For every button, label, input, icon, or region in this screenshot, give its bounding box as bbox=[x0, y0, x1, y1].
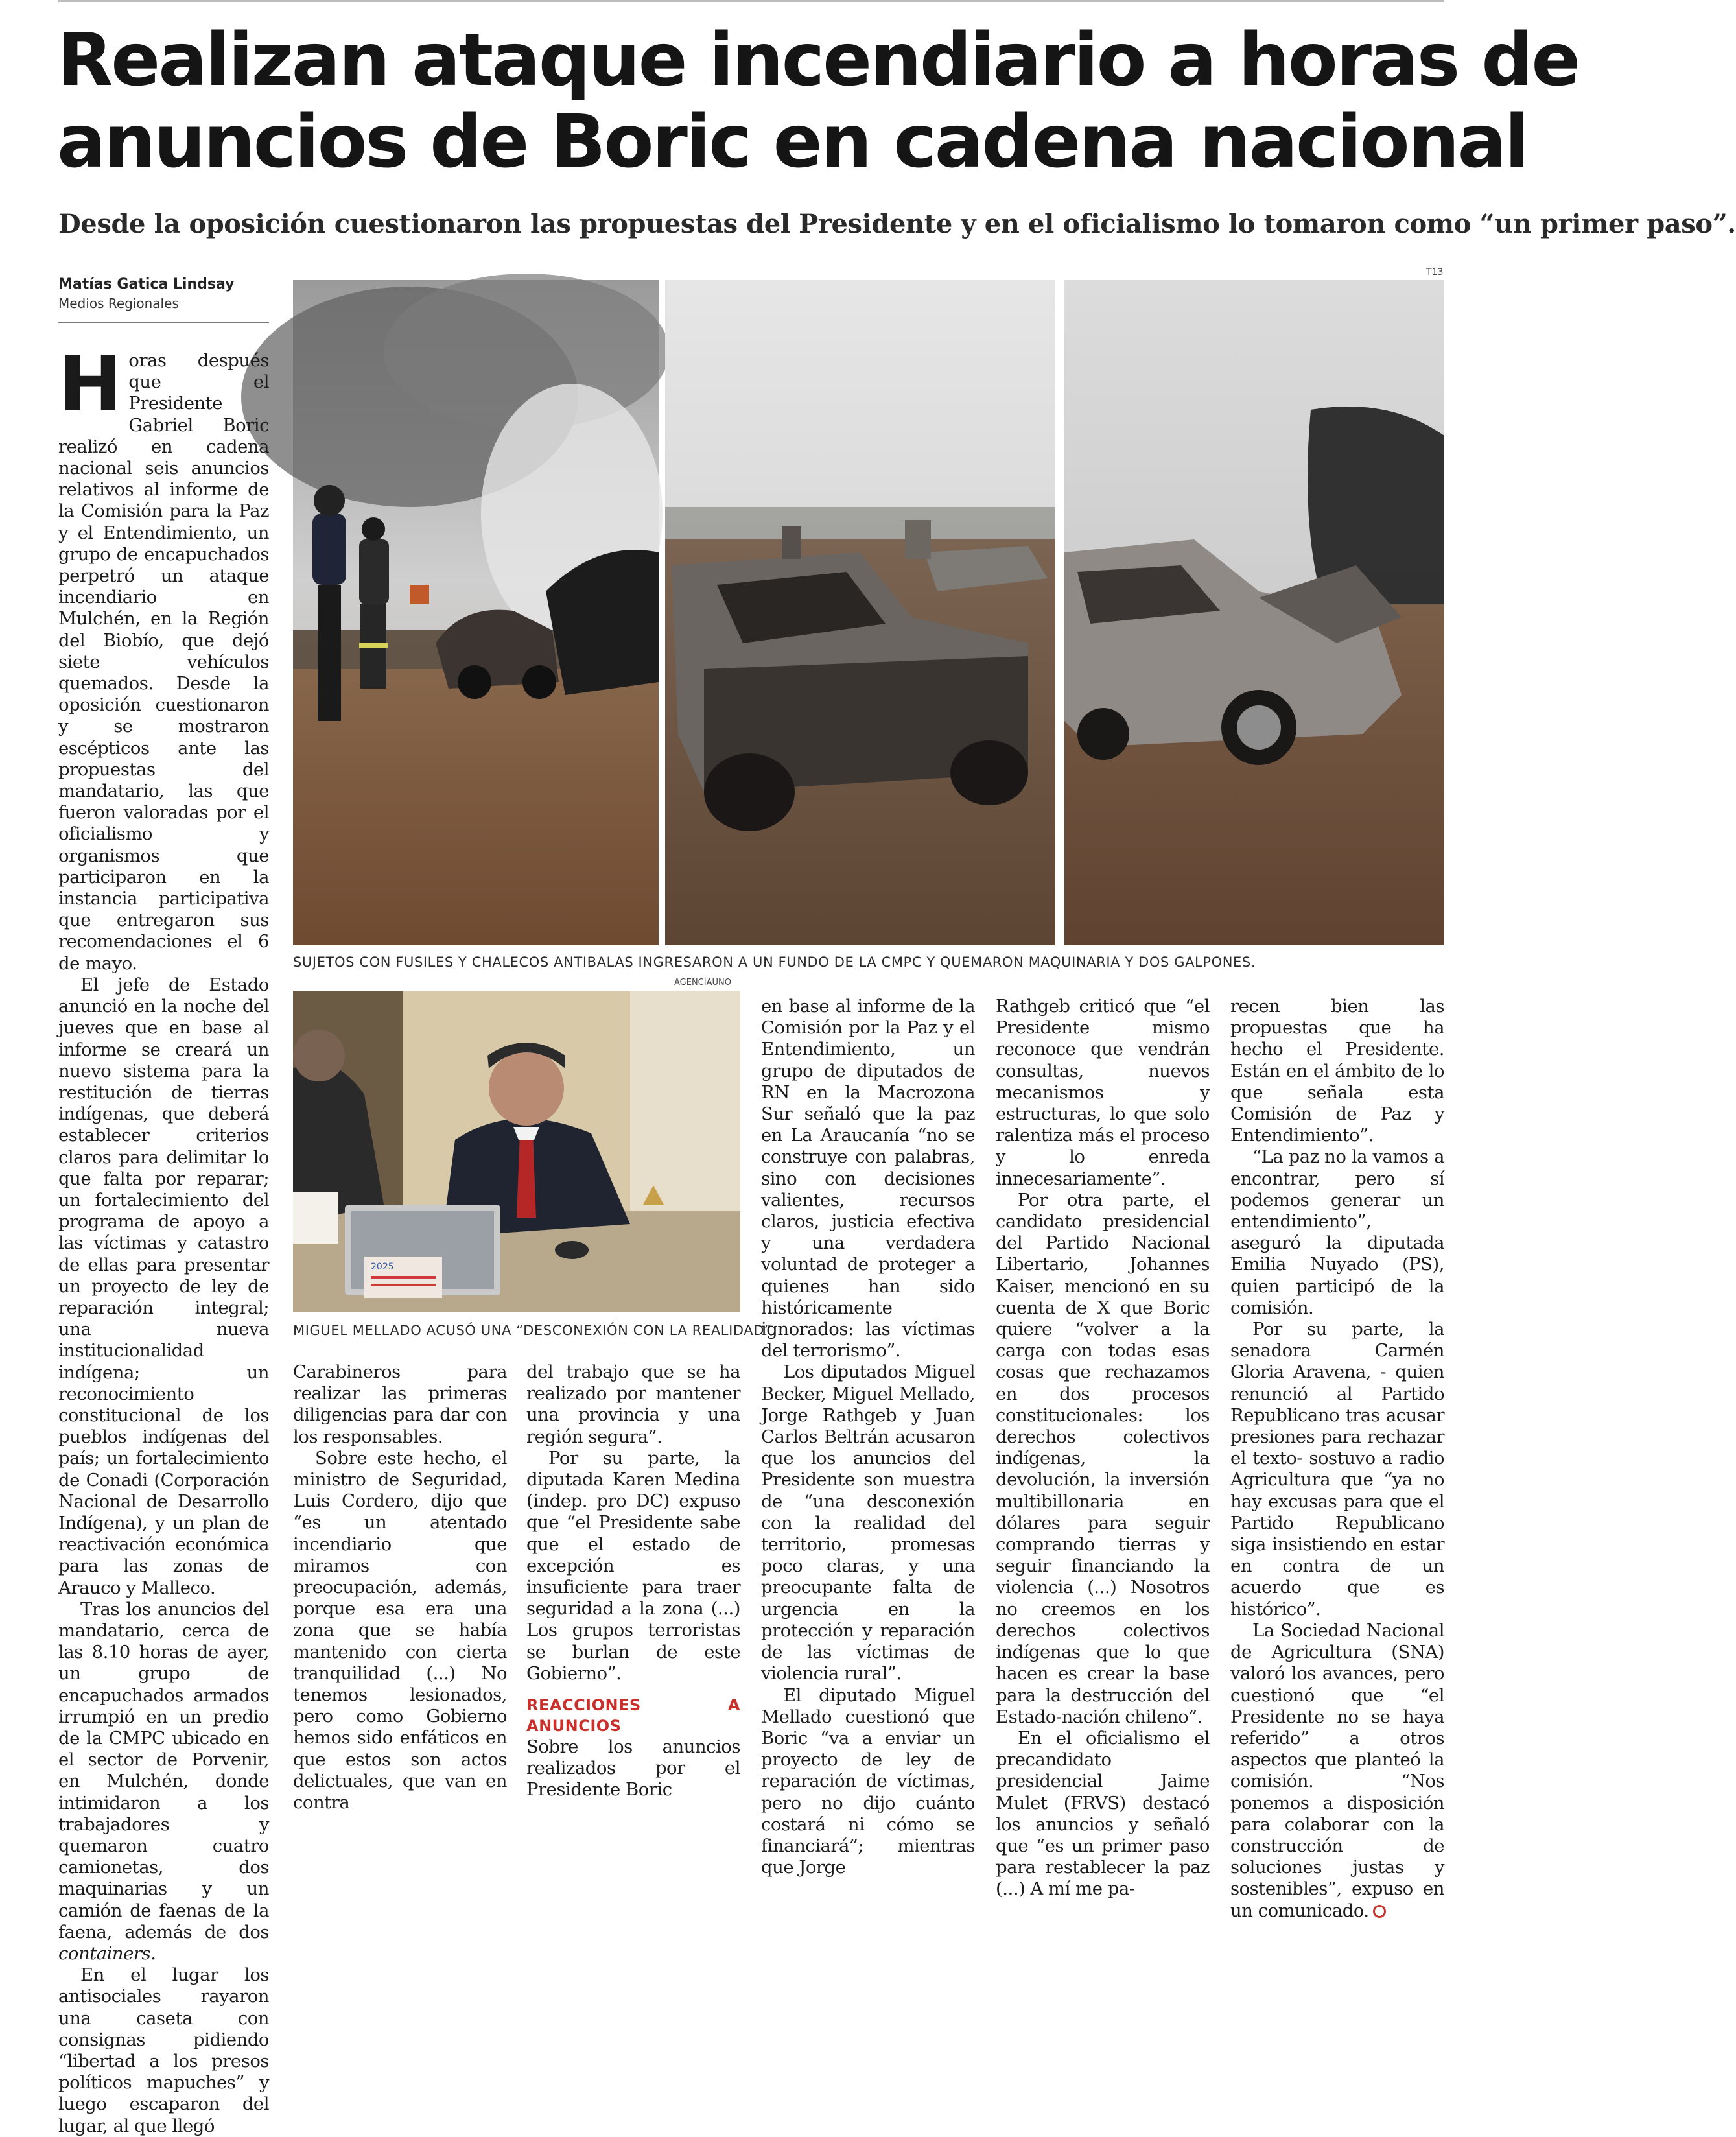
paragraph: “La paz no la vamos a encontrar, pero sí podemos generar un entendimiento”, aseguró la diputada Emilia Nuyado (PS), quien participó de la comisión. bbox=[1230, 1146, 1444, 1318]
photo-credit-second: AGENCIAUNO bbox=[674, 978, 731, 987]
author-outlet: Medios Regionales bbox=[58, 296, 179, 311]
end-mark-icon bbox=[1373, 1905, 1386, 1918]
column-4 bbox=[761, 996, 975, 1878]
column-1 bbox=[58, 339, 269, 2137]
top-rule bbox=[58, 0, 1444, 2]
byline-rule bbox=[58, 322, 269, 323]
paragraph: Sobre este hecho, el ministro de Seguridad, Luis Cordero, dijo que “es un atentado incendiario que miramos con preocupación, además, porque esa era una zona que se había mantenido con cierta tranquilidad (...) No tenemos lesionados, pero como Gobierno hemos sido enfáticos en que estos son actos delictuales, que van en contra bbox=[293, 1447, 507, 1813]
paragraph: Carabineros para realizar las primeras diligencias para dar con los responsables. bbox=[293, 1362, 507, 1447]
column-3 bbox=[526, 1362, 740, 1801]
column-5 bbox=[996, 996, 1210, 1900]
headline-line-2: anuncios de Boric en cadena nacional bbox=[57, 100, 1528, 184]
calendar-year: 2025 bbox=[371, 1262, 394, 1272]
photo-firefighters bbox=[293, 280, 659, 945]
paragraph: Rathgeb criticó que “el Presidente mismo reconoce que vendrán consultas, nuevos mecanismos y estructuras, lo que solo ralentiza más el proceso y lo enreda innecesariamente”. bbox=[996, 996, 1210, 1189]
drop-cap: H bbox=[58, 339, 123, 429]
paragraph-lead: Horas después que el Presidente Gabriel Boric realizó en cadena nacional seis anuncios relativos al informe de la Comisión para la Paz y el Entendimiento, un grupo de encapuchados perpetró un ataque incendiario en Mulchén, en la Región del Biobío, que dejó siete vehículos quemados. Desde la oposición cuestionaron y se mostraron escépticos ante las propuestas del mandatario, las que fueron valoradas por el oficialismo y organismos que participaron en la instancia participativa que entregaron sus recomendaciones el 6 de mayo. bbox=[58, 339, 269, 974]
photo-caption-main: SUJETOS CON FUSILES Y CHALECOS ANTIBALAS INGRESARON A UN FUNDO DE LA CMPC Y QUEMARON MAQUINARIA Y DOS GALPONES. bbox=[293, 954, 1256, 970]
photo-credit-top: T13 bbox=[1426, 267, 1444, 277]
paragraph: El diputado Miguel Mellado cuestionó que Boric “va a enviar un proyecto de ley de reparación de víctimas, pero no dijo cuánto costará ni cómo se financiará”; mientras que Jorge bbox=[761, 1684, 975, 1878]
paragraph: Tras los anuncios del mandatario, cerca de las 8.10 horas de ayer, un grupo de encapuchados armados irrumpió en un predio de la CMPC ubicado en el sector de Porvenir, en Mulchén, donde intimidaron a los trabajadores y quemaron cuatro camionetas, dos maquinarias y un camión de faenas de la faena, además de dos containers. bbox=[58, 1598, 269, 1965]
paragraph: Por su parte, la senadora Carmén Gloria Aravena, - quien renunció al Partido Republicano tras acusar presiones para rechazar el texto- sostuvo a radio Agricultura que “ya no hay excusas para que el Partido Republicano siga insistiendo en estar en contra de un acuerdo que es histórico”. bbox=[1230, 1319, 1444, 1620]
paragraph: recen bien las propuestas que ha hecho el Presidente. Están en el ámbito de lo que señala esta Comisión de Paz y Entendimiento”. bbox=[1230, 996, 1444, 1146]
author-name: Matías Gatica Lindsay bbox=[58, 276, 235, 292]
paragraph: El jefe de Estado anunció en la noche del jueves que en base al informe se creará un nuevo sistema para la restitución de tierras indígenas, que deberá establecer criterios claros para delimitar lo que falta por reparar; un fortalecimiento del programa de apoyo a las víctimas y catastro de ellas para presentar un proyecto de ley de reparación integral; una nueva institucionalidad indígena; un reconocimiento constitucional de los pueblos indígenas del país; un fortalecimiento de Conadi (Corporación Nacional de Desarrollo Indígena), y un plan de reactivación económica para las zonas de Arauco y Malleco. bbox=[58, 974, 269, 1598]
paragraph: Por otra parte, el candidato presidencial del Partido Nacional Libertario, Johannes Kaiser, mencionó en su cuenta de X que Boric quiere “volver a la carga con todas esas cosas que rechazamos en dos procesos constitucionales: los derechos colectivos indígenas, la devolución, la inversión multibillonaria en dólares para seguir comprando tierras y seguir financiando la violencia (...) Nosotros no creemos en los derechos colectivos indígenas que lo que hacen es crear la base para la destrucción del Estado-nación chileno”. bbox=[996, 1189, 1210, 1727]
paragraph: del trabajo que se ha realizado por mantener una provincia y una región segura”. bbox=[526, 1362, 740, 1447]
photo-burned-suv bbox=[665, 280, 1055, 945]
paragraph: en base al informe de la Comisión por la Paz y el Entendimiento, un grupo de diputados de RN en la Macrozona Sur señaló que la paz en La Araucanía “no se construye con palabras, sino con decisiones valientes, recursos claros, justicia efectiva y una verdadera voluntad de proteger a quienes han sido históricamente ignorados: las víctimas del terrorismo”. bbox=[761, 996, 975, 1362]
byline bbox=[58, 275, 272, 313]
paragraph: Por su parte, la diputada Karen Medina (indep. pro DC) expuso que “el Presidente sabe que el estado de excepción es insuficiente para traer seguridad a la zona (...) Los grupos terroristas se burlan de este Gobierno”. bbox=[526, 1447, 740, 1684]
column-6 bbox=[1230, 996, 1444, 1922]
column-2 bbox=[293, 1362, 507, 1813]
headline bbox=[57, 18, 1579, 184]
paragraph: Los diputados Miguel Becker, Miguel Mellado, Jorge Rathgeb y Juan Carlos Beltrán acusaron que los anuncios del Presidente son muestra de “una desconexión con la realidad del territorio, promesas poco claras, y una preocupante falta de urgencia en la protección y reparación de las víctimas de violencia rural”. bbox=[761, 1362, 975, 1684]
deck-subtitle: Desde la oposición cuestionaron las propuestas del Presidente y en el oficialismo lo tomaron como “un primer paso”. bbox=[58, 209, 1736, 239]
headline-line-1: Realizan ataque incendiario a horas de bbox=[57, 18, 1579, 102]
paragraph: Sobre los anuncios realizados por el Presidente Boric bbox=[526, 1736, 740, 1801]
paragraph: En el lugar los antisociales rayaron una caseta con consignas pidiendo “libertad a los presos políticos mapuches” y luego escaparon del lugar, al que llegó bbox=[58, 1965, 269, 2136]
paragraph: La Sociedad Nacional de Agricultura (SNA) valoró los avances, pero cuestionó que “el Presidente no se haya referido” a otros aspectos que planteó la comisión. “Nos ponemos a disposición para colaborar con la construcción de soluciones justas y sostenibles”, expuso en un comunicado. bbox=[1230, 1620, 1444, 1921]
photo-burned-car bbox=[1064, 280, 1444, 945]
photo-deputy-mellado bbox=[293, 991, 740, 1312]
photo-caption-second: MIGUEL MELLADO ACUSÓ UNA “DESCONEXIÓN CON LA REALIDAD”. bbox=[293, 1323, 777, 1338]
subhead-reactions: REACCIONES A ANUNCIOS bbox=[526, 1696, 740, 1736]
paragraph: En el oficialismo el precandidato presidencial Jaime Mulet (FRVS) destacó los anuncios y señaló que “es un primer paso para restablecer la paz (...) A mí me pa- bbox=[996, 1727, 1210, 1900]
